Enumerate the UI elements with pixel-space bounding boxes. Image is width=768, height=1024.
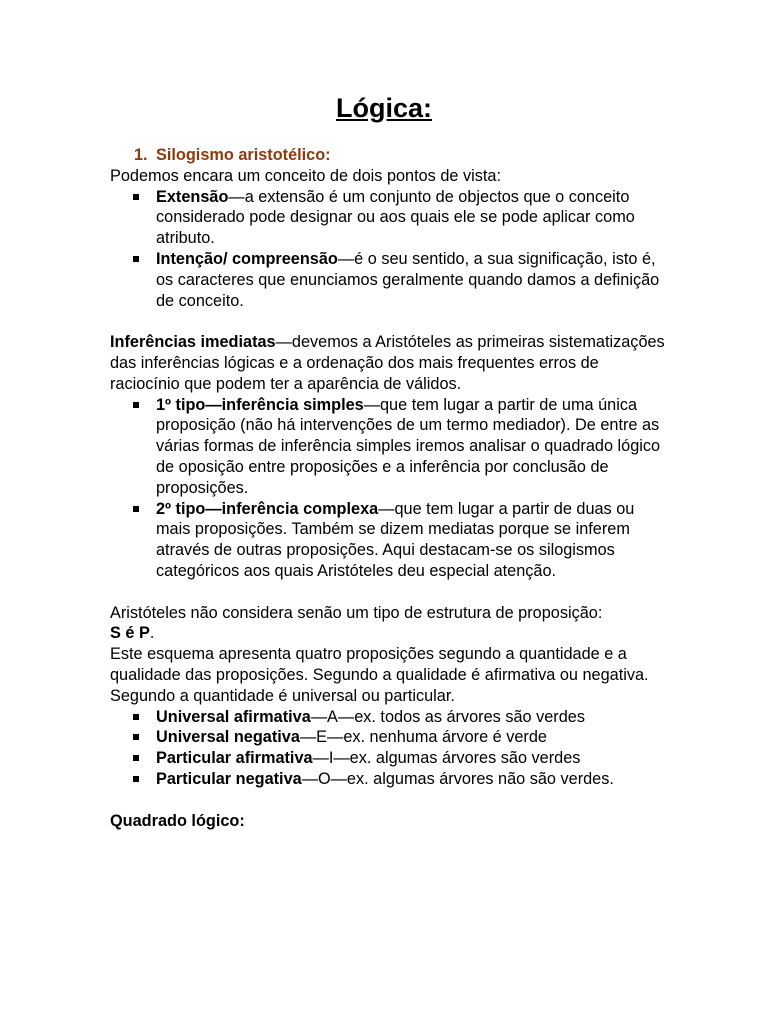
list-item-text: —que tem lugar a partir de uma única proposição (não há intervenções de um termo mediador). De entre as várias formas de inferência simples iremos analisar o quadrado lógico de oposição entre proposições e a inferência por conclusão de proposições. [156, 395, 661, 497]
structure-period: . [149, 624, 155, 643]
list-item-text: —que tem lugar a partir de duas ou mais proposições. Também se dizem mediatas porque se inferem através de outras proposições. Aqui destacam-se os silogismos categóricos aos quais Aristóteles deu especial atenção. [156, 499, 635, 580]
section-heading [110, 145, 670, 166]
square-heading-paragraph [110, 811, 670, 832]
list-item-text: —I—ex. algumas árvores são verdes [312, 749, 581, 768]
list-item-text: —a extensão é um conjunto de objectos que o conceito considerado pode designar ou aos quais ele se pode aplicar como atributo. [156, 187, 635, 248]
list-item-text: —é o seu sentido, a sua significação, isto é, os caracteres que enunciamos geralmente quando damos a definição de conceito. [156, 249, 660, 310]
list-item [156, 187, 670, 249]
list-item-text: —E—ex. nenhuma árvore é verde [299, 728, 547, 747]
bullet-icon [133, 714, 139, 720]
structure-paragraph [110, 603, 670, 645]
bullet-icon [133, 734, 139, 740]
structure-formula: S é P [110, 624, 150, 643]
spacer [110, 582, 670, 603]
list-item-term: Universal negativa [156, 728, 300, 747]
propositions-list [110, 707, 670, 790]
list-item-term: Universal afirmativa [156, 707, 311, 726]
list-item-term: 1º tipo—inferência simples [156, 395, 364, 414]
structure-text: Aristóteles não considera senão um tipo de estrutura de proposição: [110, 603, 603, 622]
intro-paragraph: Podemos encara um conceito de dois pontos de vista: [110, 166, 501, 185]
list-item-text: —A—ex. todos as árvores são verdes [310, 707, 585, 726]
list-item-term: 2º tipo—inferência complexa [156, 499, 379, 518]
schema-paragraph: Este esquema apresenta quatro proposições segundo a quantidade e a qualidade das proposições. Segundo a qualidade é afirmativa ou negativa. Segundo a quantidade é universal ou particular. [110, 645, 649, 705]
page-title: Lógica: [335, 93, 432, 123]
section-title: Silogismo aristotélico: [156, 146, 331, 164]
list-item [156, 395, 670, 499]
viewpoints-list [110, 187, 670, 312]
spacer [110, 790, 670, 811]
list-item [156, 249, 670, 311]
list-item-term: Extensão [156, 187, 229, 206]
document-body [110, 145, 670, 831]
bullet-icon [133, 194, 139, 200]
inferences-text: —devemos a Aristóteles as primeiras sistematizações das inferências lógicas e a ordenação dos mais frequentes erros de raciocínio que podem ter a aparência de válidos. [110, 333, 665, 393]
section-number: 1. [134, 146, 148, 164]
list-item-term: Particular negativa [156, 769, 302, 788]
bullet-icon [133, 506, 139, 512]
list-item [156, 769, 670, 790]
inference-types-list [110, 395, 670, 582]
bullet-icon [133, 402, 139, 408]
list-item [156, 727, 670, 748]
inferences-term: Inferências imediatas [110, 333, 276, 352]
spacer [110, 311, 670, 332]
list-item [156, 748, 670, 769]
square-heading: Quadrado lógico: [110, 811, 245, 830]
bullet-icon [133, 776, 139, 782]
bullet-icon [133, 256, 139, 262]
list-item-term: Intenção/ compreensão [156, 249, 338, 268]
list-item [156, 499, 670, 582]
bullet-icon [133, 755, 139, 761]
inferences-paragraph [110, 332, 670, 394]
list-item-term: Particular afirmativa [156, 749, 313, 768]
list-item-text: —O—ex. algumas árvores não são verdes. [301, 769, 614, 788]
list-item [156, 707, 670, 728]
